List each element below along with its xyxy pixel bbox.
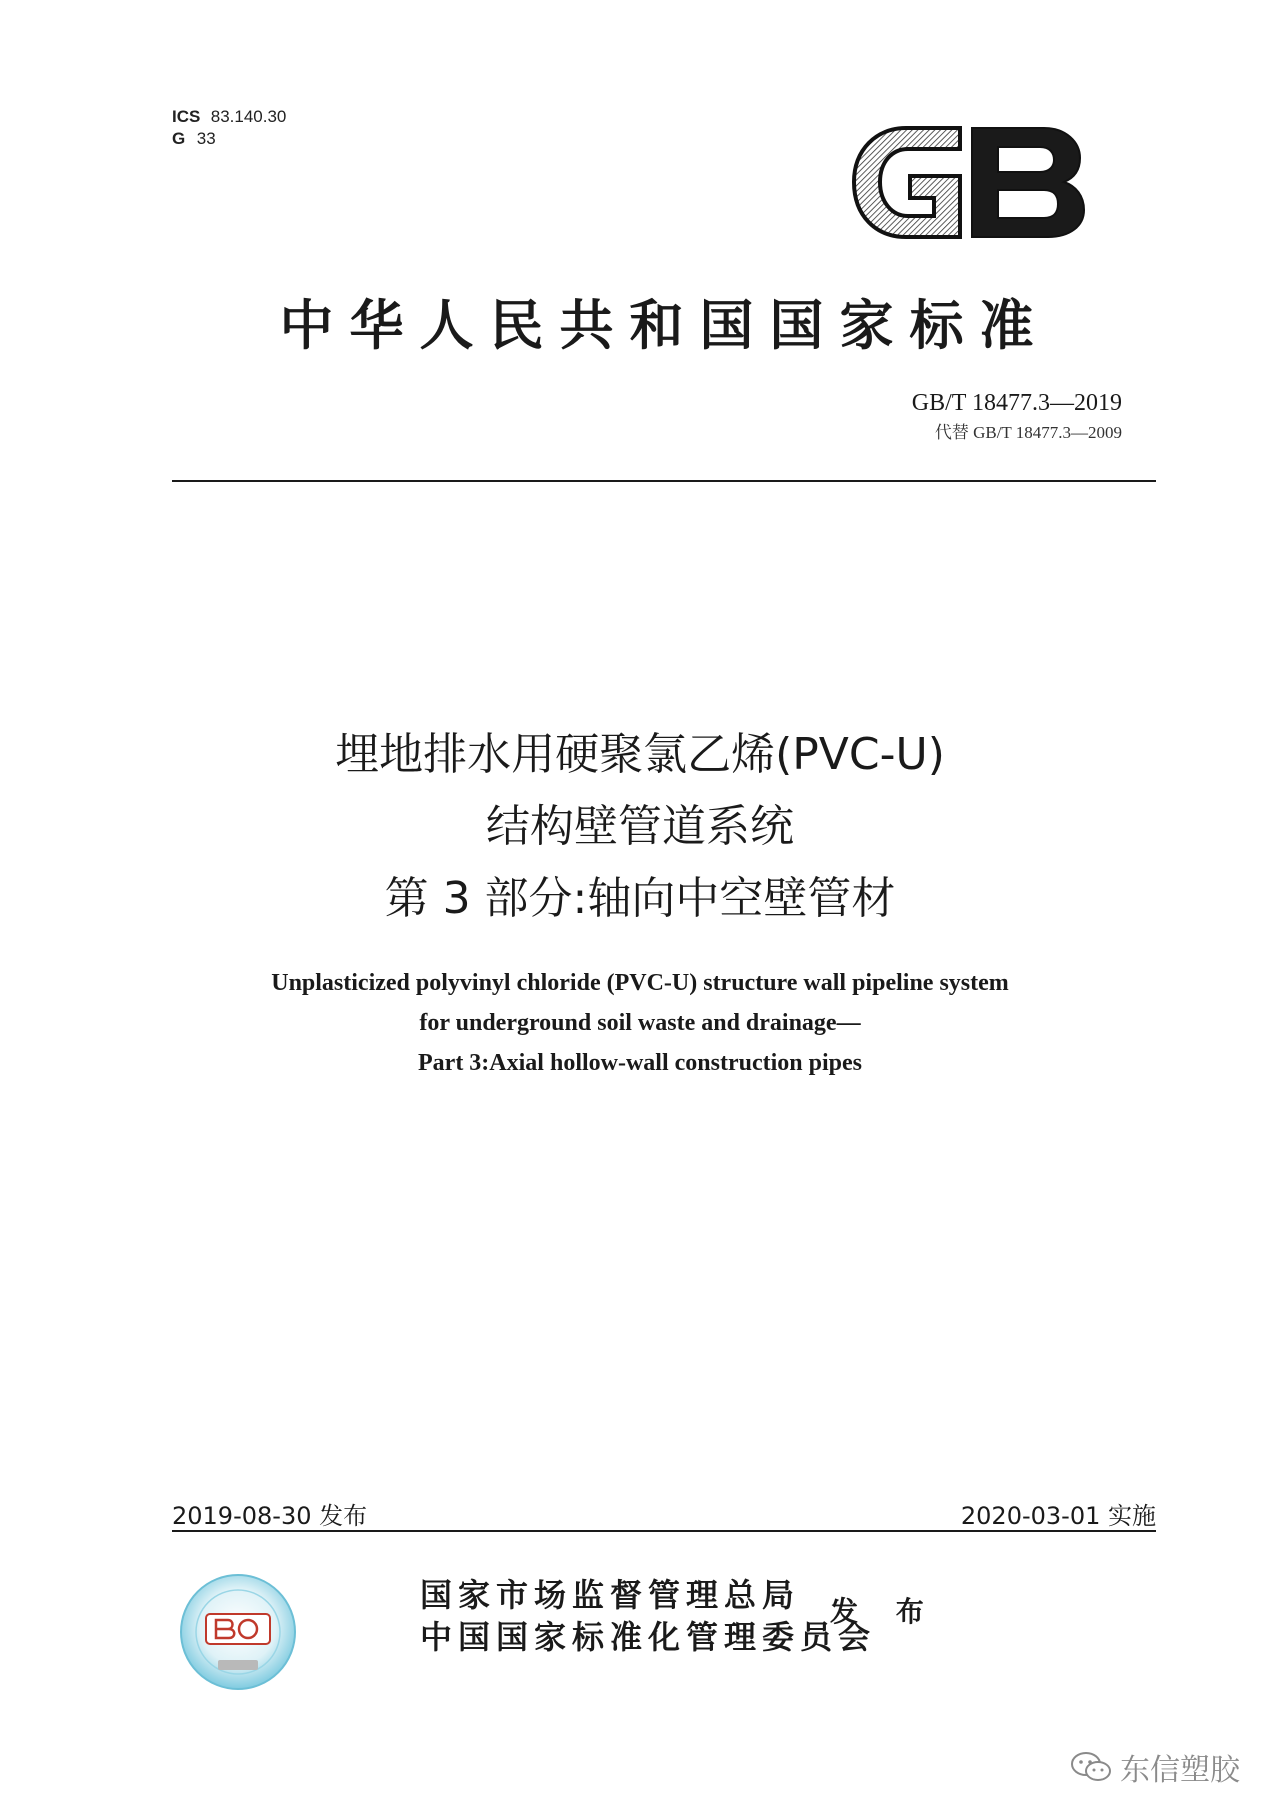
- title-cn-line1: 埋地排水用硬聚氯乙烯(PVC-U): [335, 729, 945, 780]
- watermark: [1070, 1745, 1240, 1789]
- issuer-line2: 中国国家标准化管理委员会: [420, 1618, 877, 1656]
- standard-number: GB/T 18477.3—2019: [911, 390, 1122, 416]
- publish-label: 发 布: [830, 1595, 938, 1628]
- ccs-code: [172, 128, 286, 150]
- top-divider: [172, 480, 1156, 482]
- title-cn-line3: 第 3 部分:轴向中空壁管材: [384, 873, 896, 924]
- ics-label: ICS: [172, 107, 201, 126]
- implementation-date: 2020-03-01 实施: [960, 1502, 1156, 1530]
- wechat-icon: [1070, 1750, 1112, 1784]
- watermark-text: 东信塑胶: [1120, 1753, 1240, 1788]
- ccs-label: G: [172, 129, 186, 148]
- title-en-line3: Part 3:Axial hollow-wall construction pipes: [418, 1050, 862, 1076]
- title-en-line1: Unplasticized polyvinyl chloride (PVC-U) structure wall pipeline system: [271, 970, 1009, 996]
- gb-logo-icon: [848, 120, 1088, 245]
- national-standard-title: 中华人民共和国国家标准: [279, 293, 1050, 357]
- ccs-value: 33: [196, 129, 216, 148]
- issue-date: 2019-08-30 发布: [172, 1502, 368, 1530]
- replaced-standard: 代替 GB/T 18477.3—2009: [934, 423, 1122, 442]
- anti-counterfeit-seal-icon: [178, 1572, 298, 1692]
- ics-value: 83.140.30: [210, 107, 287, 126]
- title-en-line2: for underground soil waste and drainage—: [419, 1010, 861, 1036]
- ics-code: [172, 106, 286, 128]
- issuer-line1: 国家市场监督管理总局: [420, 1576, 801, 1614]
- bottom-divider: [172, 1530, 1156, 1532]
- title-cn-line2: 结构壁管道系统: [486, 801, 794, 852]
- classification-codes: [172, 106, 286, 150]
